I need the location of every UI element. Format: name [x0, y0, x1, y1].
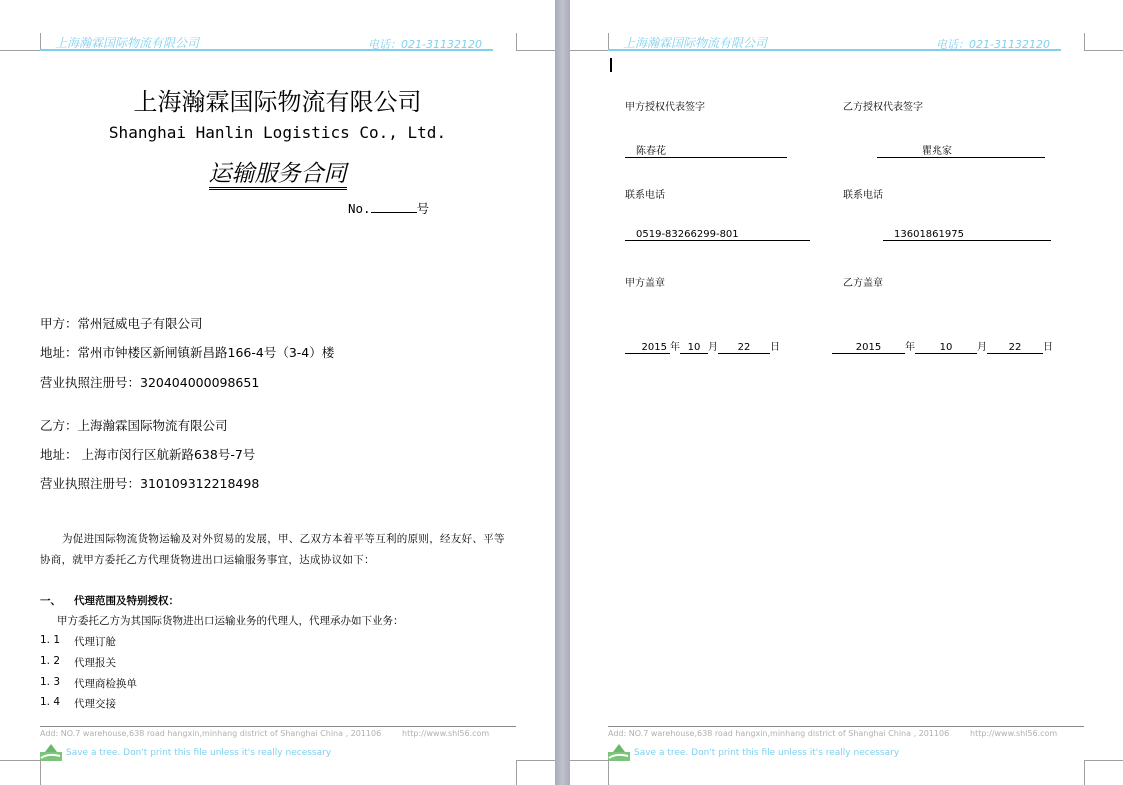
party-a-sign-label: 甲方授权代表签字	[625, 102, 705, 113]
month-unit: 月	[708, 342, 718, 353]
party-a-license: 营业执照注册号：320404000098651	[40, 375, 260, 390]
list-item: 代理报关	[74, 657, 116, 669]
section-1-number: 一、	[40, 595, 61, 607]
party-a-signer-field[interactable]: 陈春花	[625, 142, 787, 158]
party-b-date	[832, 338, 1053, 354]
list-item-num: 1. 3	[40, 676, 61, 688]
party-b-year-field[interactable]: 2015	[832, 342, 905, 354]
party-a-month-field[interactable]: 10	[680, 342, 708, 354]
party-b-phone-label: 联系电话	[843, 190, 883, 201]
corner-mark	[40, 760, 41, 785]
party-b-name: 乙方：上海瀚霖国际物流有限公司	[40, 418, 228, 433]
no-field[interactable]	[371, 200, 417, 213]
section-1-desc: 甲方委托乙方为其国际货物进出口运输业务的代理人，代理承办如下业务：	[57, 615, 404, 627]
footer-rule	[608, 726, 1084, 727]
list-item: 代理交接	[74, 698, 116, 710]
party-a-phone-label: 联系电话	[625, 190, 665, 201]
party-a-year-field[interactable]: 2015	[625, 342, 670, 354]
list-item: 代理商检换单	[74, 678, 137, 690]
day-unit: 日	[770, 342, 780, 353]
party-b-seal-label: 乙方盖章	[843, 278, 883, 289]
corner-mark	[516, 760, 555, 761]
corner-mark	[608, 33, 609, 50]
party-a-name: 甲方：常州冠威电子有限公司	[40, 316, 203, 331]
text-cursor	[610, 58, 612, 72]
year-unit: 年	[670, 342, 680, 353]
party-b-sign-label: 乙方授权代表签字	[843, 102, 923, 113]
corner-mark	[570, 760, 608, 761]
corner-mark	[570, 50, 608, 51]
party-a-day-field[interactable]: 22	[718, 342, 770, 354]
page-2	[570, 0, 1123, 785]
intro-line-1: 为促进国际物流货物运输及对外贸易的发展，甲、乙双方本着平等互利的原则，经友好、平等	[62, 533, 505, 545]
list-item-num: 1. 2	[40, 655, 61, 667]
list-item: 代理订舱	[74, 636, 116, 648]
party-a-phone-field[interactable]: 0519-83266299-801	[625, 229, 810, 241]
corner-mark	[516, 50, 555, 51]
title-cn: 上海瀚霖国际物流有限公司	[133, 88, 422, 116]
footer-rule	[40, 726, 516, 727]
footer-website[interactable]: http://www.shl56.com	[970, 729, 1058, 738]
party-b-phone-field[interactable]: 13601861975	[883, 229, 1051, 241]
tree-icon	[40, 744, 62, 761]
page-1	[0, 0, 555, 785]
header-phone: 电话：021-31132120	[368, 38, 482, 51]
corner-mark	[608, 760, 609, 785]
header-phone: 电话：021-31132120	[936, 38, 1050, 51]
corner-mark	[1084, 760, 1123, 761]
doc-title: 运输服务合同	[209, 161, 347, 190]
party-a-address: 地址：常州市钟楼区新闸镇新昌路166-4号（3-4）楼	[40, 345, 335, 360]
save-tree-note: Save a tree. Don't print this file unless it's really necessary	[66, 748, 332, 758]
party-b-month-field[interactable]: 10	[915, 342, 977, 354]
corner-mark	[0, 50, 40, 51]
section-1-title: 代理范围及特别授权：	[74, 595, 179, 607]
party-b-day-field[interactable]: 22	[987, 342, 1043, 354]
party-b-license: 营业执照注册号：310109312218498	[40, 476, 260, 491]
corner-mark	[1084, 50, 1123, 51]
header-company: 上海瀚霖国际物流有限公司	[623, 36, 768, 50]
corner-mark	[0, 760, 40, 761]
party-b-address: 地址： 上海市闵行区航新路638号-7号	[40, 447, 256, 462]
no-label: No.	[348, 201, 371, 216]
corner-mark	[516, 33, 517, 50]
party-a-date	[625, 338, 780, 354]
intro-line-2: 协商，就甲方委托乙方代理货物进出口运输服务事宜，达成协议如下：	[40, 554, 375, 566]
footer-address: Add: NO.7 warehouse,638 road hangxin,minhang district of Shanghai China , 201106	[608, 729, 950, 738]
footer-address: Add: NO.7 warehouse,638 road hangxin,minhang district of Shanghai China , 201106	[40, 729, 382, 738]
list-item-num: 1. 4	[40, 696, 61, 708]
party-a-seal-label: 甲方盖章	[625, 278, 665, 289]
year-unit: 年	[905, 342, 915, 353]
day-unit: 日	[1043, 342, 1053, 353]
title-en: Shanghai Hanlin Logistics Co., Ltd.	[108, 123, 447, 142]
page-separator	[555, 0, 570, 785]
corner-mark	[1084, 33, 1085, 50]
party-b-signer-field[interactable]: 瞿兆家	[877, 142, 1045, 158]
header-company: 上海瀚霖国际物流有限公司	[55, 36, 200, 50]
no-suffix: 号	[416, 201, 430, 216]
corner-mark	[516, 760, 517, 785]
tree-icon	[608, 744, 630, 761]
corner-mark	[40, 33, 41, 50]
save-tree-note: Save a tree. Don't print this file unless it's really necessary	[634, 748, 900, 758]
corner-mark	[1084, 760, 1085, 785]
month-unit: 月	[977, 342, 987, 353]
footer-website[interactable]: http://www.shl56.com	[402, 729, 490, 738]
list-item-num: 1. 1	[40, 634, 61, 646]
